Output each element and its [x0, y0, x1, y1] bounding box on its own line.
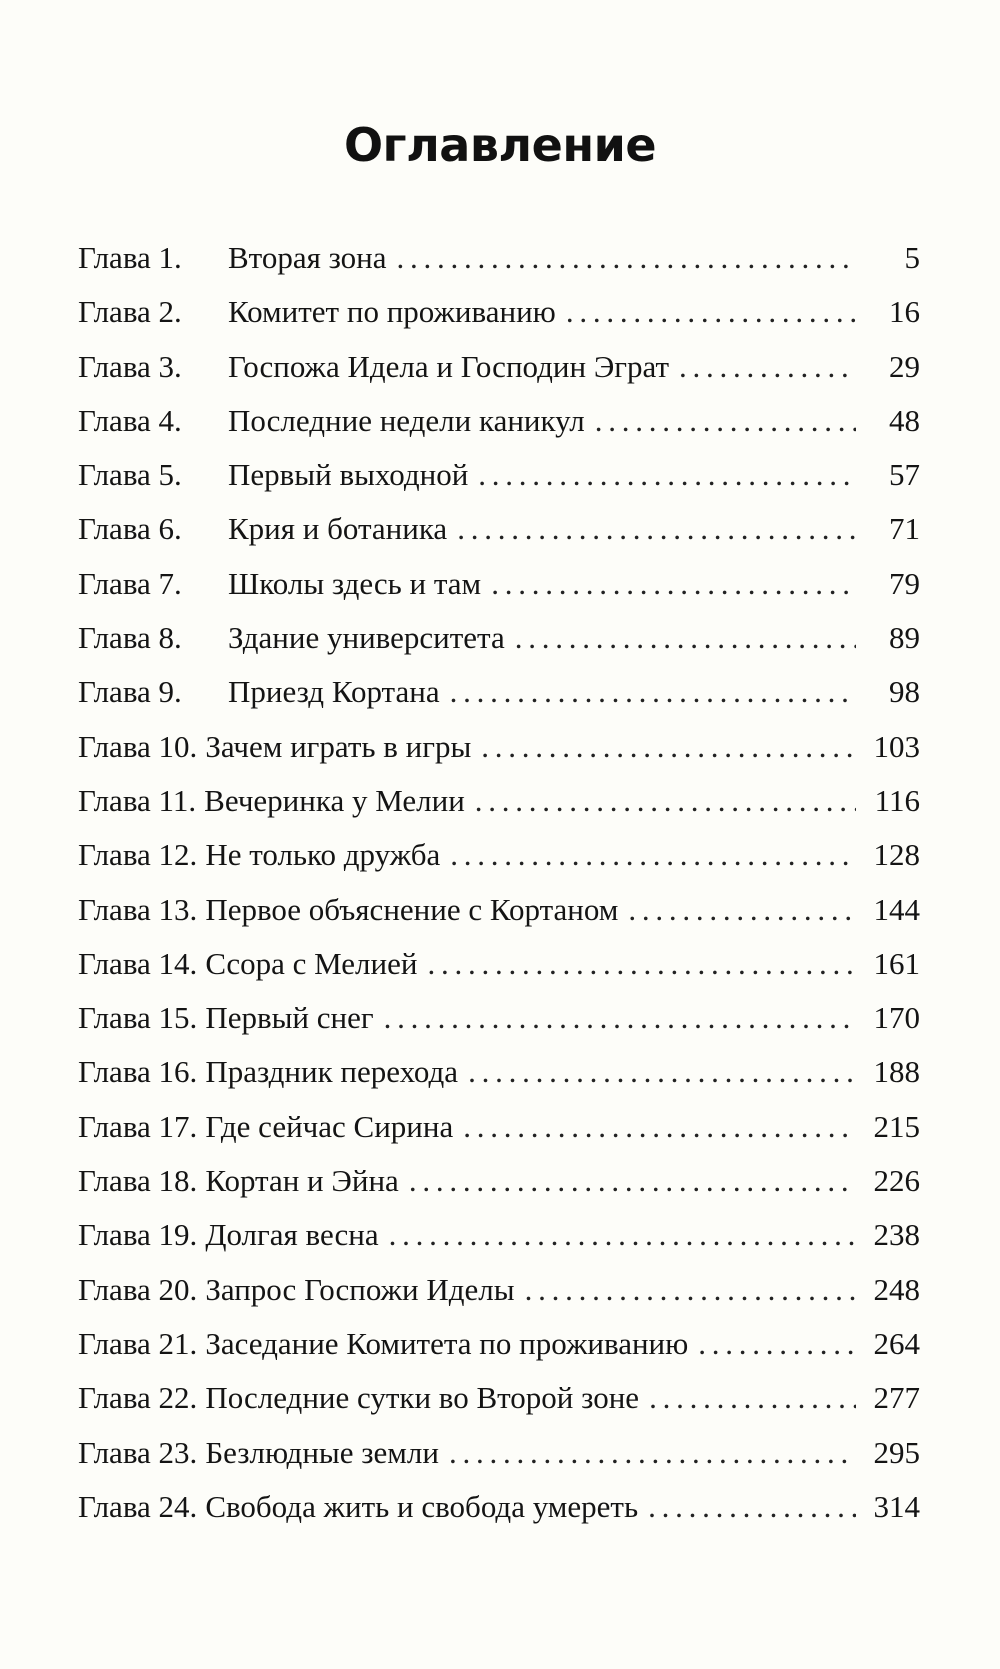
- toc-entry: [78, 837, 920, 891]
- page-number: 215: [873, 1108, 920, 1144]
- dot-leader: [649, 1380, 856, 1416]
- dot-leader: [475, 783, 856, 819]
- chapter-title: Вторая зона: [228, 240, 387, 275]
- page-number: 29: [889, 348, 920, 384]
- dot-leader: [481, 729, 856, 765]
- table-of-contents: [78, 240, 920, 1543]
- dot-leader: [595, 403, 856, 439]
- toc-entry: [78, 1054, 920, 1108]
- page-number: 277: [873, 1380, 920, 1416]
- chapter-label: Глава 7.: [78, 565, 182, 601]
- dot-leader: [566, 294, 856, 330]
- chapter-label: Глава 1.: [78, 240, 182, 275]
- chapter-title: Первый выходной: [228, 457, 469, 493]
- toc-entry: [78, 1000, 920, 1054]
- dot-leader: [515, 620, 856, 656]
- chapter-label: Глава 16.: [78, 1054, 198, 1090]
- chapter-title: Крия и ботаника: [228, 511, 448, 547]
- chapter-label: Глава 8.: [78, 620, 182, 656]
- chapter-label: Глава 15.: [78, 1000, 198, 1036]
- toc-entry: [78, 729, 920, 783]
- dot-leader: [397, 240, 857, 276]
- toc-entry: [78, 240, 920, 294]
- chapter-label: Глава 9.: [78, 674, 182, 710]
- chapter-label: Глава 13.: [78, 891, 198, 927]
- page-number: 103: [873, 728, 920, 764]
- toc-entry: [78, 1326, 920, 1380]
- dot-leader: [450, 674, 856, 710]
- chapter-label: Глава 6.: [78, 511, 182, 547]
- chapter-title: Запрос Госпожи Иделы: [205, 1271, 515, 1307]
- toc-entry: [78, 1380, 920, 1434]
- chapter-label: Глава 3.: [78, 348, 182, 384]
- page-number: 128: [873, 837, 920, 873]
- chapter-label: Глава 14.: [78, 945, 198, 981]
- dot-leader: [525, 1272, 856, 1308]
- dot-leader: [463, 1109, 856, 1145]
- page-number: 170: [873, 1000, 920, 1036]
- toc-entry: [78, 1272, 920, 1326]
- chapter-label: Глава 17.: [78, 1108, 198, 1144]
- dot-leader: [384, 1000, 856, 1036]
- page-number: 116: [874, 782, 920, 818]
- chapter-title: Праздник перехода: [205, 1054, 459, 1090]
- chapter-label: Глава 2.: [78, 294, 182, 330]
- chapter-label: Глава 4.: [78, 402, 182, 438]
- page-number: 295: [873, 1434, 920, 1470]
- chapter-label: Глава 19.: [78, 1217, 198, 1253]
- dot-leader: [457, 511, 856, 547]
- toc-entry: [78, 511, 920, 565]
- toc-entry: [78, 1109, 920, 1163]
- page-number: 48: [889, 402, 920, 438]
- toc-entry: [78, 1489, 920, 1543]
- toc-entry: [78, 294, 920, 348]
- dot-leader: [491, 566, 856, 602]
- toc-entry: [78, 946, 920, 1000]
- page-number: 264: [873, 1325, 920, 1361]
- dot-leader: [389, 1217, 856, 1253]
- toc-entry: [78, 403, 920, 457]
- toc-entry: [78, 1435, 920, 1489]
- page-number: 248: [873, 1271, 920, 1307]
- chapter-label: Глава 11.: [78, 782, 197, 818]
- dot-leader: [468, 1054, 856, 1090]
- page-number: 5: [904, 240, 920, 275]
- page-number: 238: [873, 1217, 920, 1253]
- page-number: 16: [889, 294, 920, 330]
- chapter-label: Глава 24.: [78, 1488, 198, 1524]
- chapter-title: Госпожа Идела и Господин Эграт: [228, 348, 670, 384]
- chapter-title: Последние недели каникул: [228, 402, 585, 438]
- page-title: Оглавление: [343, 118, 657, 172]
- dot-leader: [450, 837, 856, 873]
- chapter-label: Глава 22.: [78, 1380, 198, 1416]
- chapter-title: Заседание Комитета по проживанию: [205, 1325, 689, 1361]
- chapter-title: Свобода жить и свобода умереть: [205, 1488, 639, 1524]
- page-number: 314: [873, 1488, 920, 1524]
- page-number: 89: [889, 620, 920, 656]
- chapter-title: Кортан и Эйна: [205, 1163, 399, 1199]
- page-number: 226: [873, 1163, 920, 1199]
- chapter-label: Глава 10.: [78, 728, 198, 764]
- chapter-label: Глава 12.: [78, 837, 198, 873]
- dot-leader: [648, 1489, 856, 1525]
- dot-leader: [449, 1435, 856, 1471]
- dot-leader: [427, 946, 856, 982]
- toc-entry: [78, 349, 920, 403]
- page-number: 188: [873, 1054, 920, 1090]
- toc-entry: [78, 1163, 920, 1217]
- chapter-label: Глава 20.: [78, 1271, 198, 1307]
- toc-entry: [78, 783, 920, 837]
- chapter-title: Где сейчас Сирина: [205, 1108, 454, 1144]
- chapter-title: Комитет по проживанию: [228, 294, 556, 330]
- toc-entry: [78, 566, 920, 620]
- toc-entry: [78, 892, 920, 946]
- chapter-title: Первый снег: [205, 1000, 374, 1036]
- chapter-title: Здание университета: [228, 620, 505, 656]
- toc-entry: [78, 674, 920, 728]
- toc-entry: [78, 457, 920, 511]
- chapter-title: Приезд Кортана: [228, 674, 440, 710]
- page-number: 144: [873, 891, 920, 927]
- chapter-label: Глава 18.: [78, 1163, 198, 1199]
- page-number: 161: [873, 945, 920, 981]
- chapter-title: Зачем играть в игры: [205, 728, 472, 764]
- page-number: 57: [889, 457, 920, 493]
- chapter-label: Глава 5.: [78, 457, 182, 493]
- dot-leader: [409, 1163, 856, 1199]
- dot-leader: [478, 457, 856, 493]
- chapter-title: Последние сутки во Второй зоне: [205, 1380, 640, 1416]
- chapter-title: Долгая весна: [205, 1217, 379, 1253]
- dot-leader: [679, 349, 856, 385]
- toc-entry: [78, 620, 920, 674]
- page-number: 79: [889, 565, 920, 601]
- chapter-title: Школы здесь и там: [228, 565, 482, 601]
- toc-entry: [78, 1217, 920, 1271]
- chapter-title: Вечеринка у Мелии: [204, 782, 465, 818]
- page-number: 71: [889, 511, 920, 547]
- chapter-title: Первое объяснение с Кортаном: [205, 891, 619, 927]
- chapter-label: Глава 21.: [78, 1325, 198, 1361]
- chapter-title: Не только дружба: [205, 837, 441, 873]
- dot-leader: [698, 1326, 856, 1362]
- dot-leader: [628, 892, 856, 928]
- chapter-label: Глава 23.: [78, 1434, 198, 1470]
- chapter-title: Безлюдные земли: [205, 1434, 439, 1470]
- page-number: 98: [889, 674, 920, 710]
- chapter-title: Ссора с Мелией: [205, 945, 418, 981]
